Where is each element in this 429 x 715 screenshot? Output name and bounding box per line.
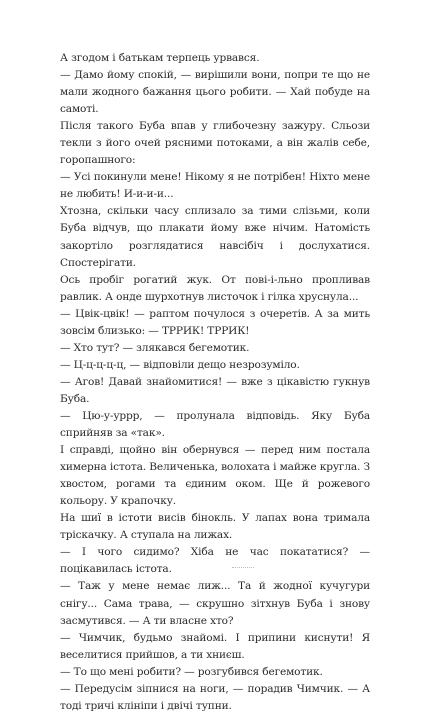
- paragraph-2: — Дамо йому спокій, — вирішили вони, попри те що не мали жодного бажання цього робити. — Хай побуде на самоті.: [60, 69, 370, 116]
- paragraph-1: А згодом і батькам терпець урвався.: [60, 52, 260, 64]
- paragraph-17: — То що мені робити? — розгубився бегемотик.: [60, 665, 323, 678]
- paragraph-10: — Агов! Давай знайомитися! — вже з цікавістю гукнув Буба.: [60, 375, 370, 405]
- paragraph-4: — Усі покинули мене! Нікому я не потрібен! Ніхто мене не любить! И-и-и-и...: [60, 171, 370, 201]
- paragraph-18: — Передусім зіпнися на ноги, — порадив Чимчик. — А тоді тричі клініпи і двічі тупни.: [60, 682, 370, 712]
- story-text: [60, 50, 370, 715]
- paragraph-15: — Таж у мене немає лиж... Та й жодної кучугури снігу... Сама трава, — скрушно зітхнув Буба і знову засмутився. — А ти власне хто?: [60, 580, 370, 627]
- paragraph-5: Хтозна, скільки часу сплизало за тими слізьми, коли Буба відчув, що плакати йому вже нічим. Натомість закортіло розглядатися навсібіч і дослухатися. Спостерігати.: [60, 205, 370, 269]
- paragraph-8: — Хто тут? — злякався бегемотик.: [60, 341, 250, 354]
- page-footer-mark: [232, 567, 254, 570]
- paragraph-14: — І чого сидимо? Хіба не час покататися? — поцікавилась істота.: [60, 546, 370, 576]
- paragraph-11: — Цю-у-уррр, — пролунала відповідь. Яку Буба сприйняв за «так».: [60, 409, 370, 440]
- paragraph-13: На шиї в істоти висів бінокль. У лапах вона тримала тріскачку. А ступала на лижах.: [60, 512, 370, 542]
- paragraph-7: — Цвік-цвік! — раптом почулося з очеретів. А за мить зовсім близько: — ТРРИК! ТРРИК!: [60, 307, 370, 337]
- paragraph-3: Після такого Буба впав у глибочезну зажуру. Сльози текли з його очей рясними потоками, а він жалів себе, горопашного:: [60, 120, 370, 167]
- paragraph-6: Ось пробіг рогатий жук. От пові-і-льно пропливав равлик. А онде шурхотнув листочок і гілка хруснула...: [60, 273, 370, 303]
- paragraph-12: І справді, щойно він обернувся — перед ним постала химерна істота. Величенька, волохата і майже кругла. З хвостом, рогами та єдиним оком. Ще й рожевого кольору. У крапочку.: [60, 444, 370, 508]
- paragraph-9: — Ц-ц-ц-ц-ц, — відповіли дещо незрозуміло.: [60, 358, 300, 371]
- paragraph-16: — Чимчик, будьмо знайомі. І припини киснути! Я веселитися прийшов, а ти хниєш.: [60, 631, 370, 661]
